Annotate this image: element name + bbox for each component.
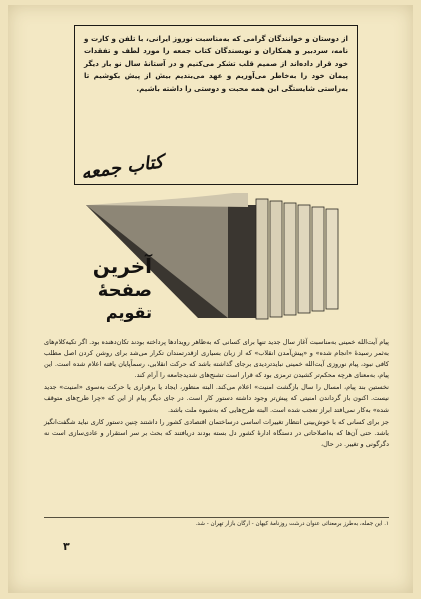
title-line-2: صفحهٔ: [97, 280, 152, 301]
article-body: [44, 337, 389, 451]
notice-box: [74, 25, 358, 185]
title-line-3: تقویم: [105, 303, 152, 322]
page-number: ۳: [63, 540, 70, 553]
article-title: [72, 253, 152, 323]
page-strip-4: [298, 205, 310, 313]
page-strip-1: [256, 199, 268, 319]
page-strip-2: [270, 201, 282, 317]
graphic-fold: [88, 193, 248, 207]
notice-text: از دوستان و خوانندگان گرامی که به‌مناسبت نوروز ایرانی، با تلفن و کارت و نامه، سردبیر و همکاران و نویسندگان کتاب جمعه را مورد لطف و تفقدات خود قرار داده‌اند از صمیم قلب تشکر می‌کنیم و در آستانهٔ سال نو بار دیگر پیمان خود را به‌خاطر می‌آوریم و عهد می‌بندیم بیش از پیش بکوشیم تا به‌راستی شایستگی این همه محبت و دوستی را داشته باشیم.: [84, 34, 348, 93]
title-line-1: آخرین: [92, 254, 152, 278]
page-strip-5: [312, 207, 324, 311]
footnote: ۱. این جمله، به‌طرز برمعنائی عنوان درشت روزنامهٔ کیهان - ارگان بازار تهران - شد.: [44, 517, 389, 529]
page: [8, 5, 413, 593]
page-strip-6: [326, 209, 338, 309]
page-strip-3: [284, 203, 296, 315]
paragraph-3: جز برای کسانی که با خوش‌بینی انتظار تغییرات اساسی درساختمان اقتصادی کشور را داشتند چنین دستور کاری نباید شگفت‌انگیز باشد. حتی آن‌ها که به‌اصلاحاتی در دستگاه ادارهٔ کشور دل بسته بودند دریافتند که بحث بر سر استقرار و عادی‌سازی است نه دگرگونی و تغییر. در حال،: [44, 417, 389, 448]
kitab-jomeh-logo: کتاب جمعه: [79, 151, 165, 184]
paragraph-1: پیام آیت‌الله خمینی به‌مناسبت آغاز سال جدید تنها برای کسانی که به‌ظاهر رویدادها پرداخته بودند تکان‌دهنده بود. اگر تکیه‌کلام‌های به‌ثمر رسیدهٔ «انجام شده» و «پیش‌آمدن انقلاب» که از زبان بسیاری ازقدرتمندان تکرار می‌شد برای روشن کردن اصل مطلب کافی نبود، پیام نوروزی آیت‌الله خمینی نبایدتردیدی برجای گذاشته باشد که حرکت انقلابی، رسماًپایان یافته اعلام شده است. این پیام، به‌معنای هرچه محکم‌تر کشیدن ترمزی بود که قرار است تشنج‌های شدیدجامعه را آرام کند.: [44, 338, 389, 380]
paragraph-2: نخستین بند پیام، امسال را سال بازگشت امنیت» اعلام می‌کند. البته منظور، ایجاد یا برقراری یا حرکت به‌سوی «امنیت» جدید نیست. اکنون باز گرداندن امنیتی که پیش‌تر وجود داشته دستور کار است. در جای دیگر پیام از این که «چرا طرح‌های متوقف شده» به‌کار نمی‌افتد ابراز تعجب شده است. البته طرح‌هایی که به‌شیوه ملت باشد.: [44, 383, 389, 414]
